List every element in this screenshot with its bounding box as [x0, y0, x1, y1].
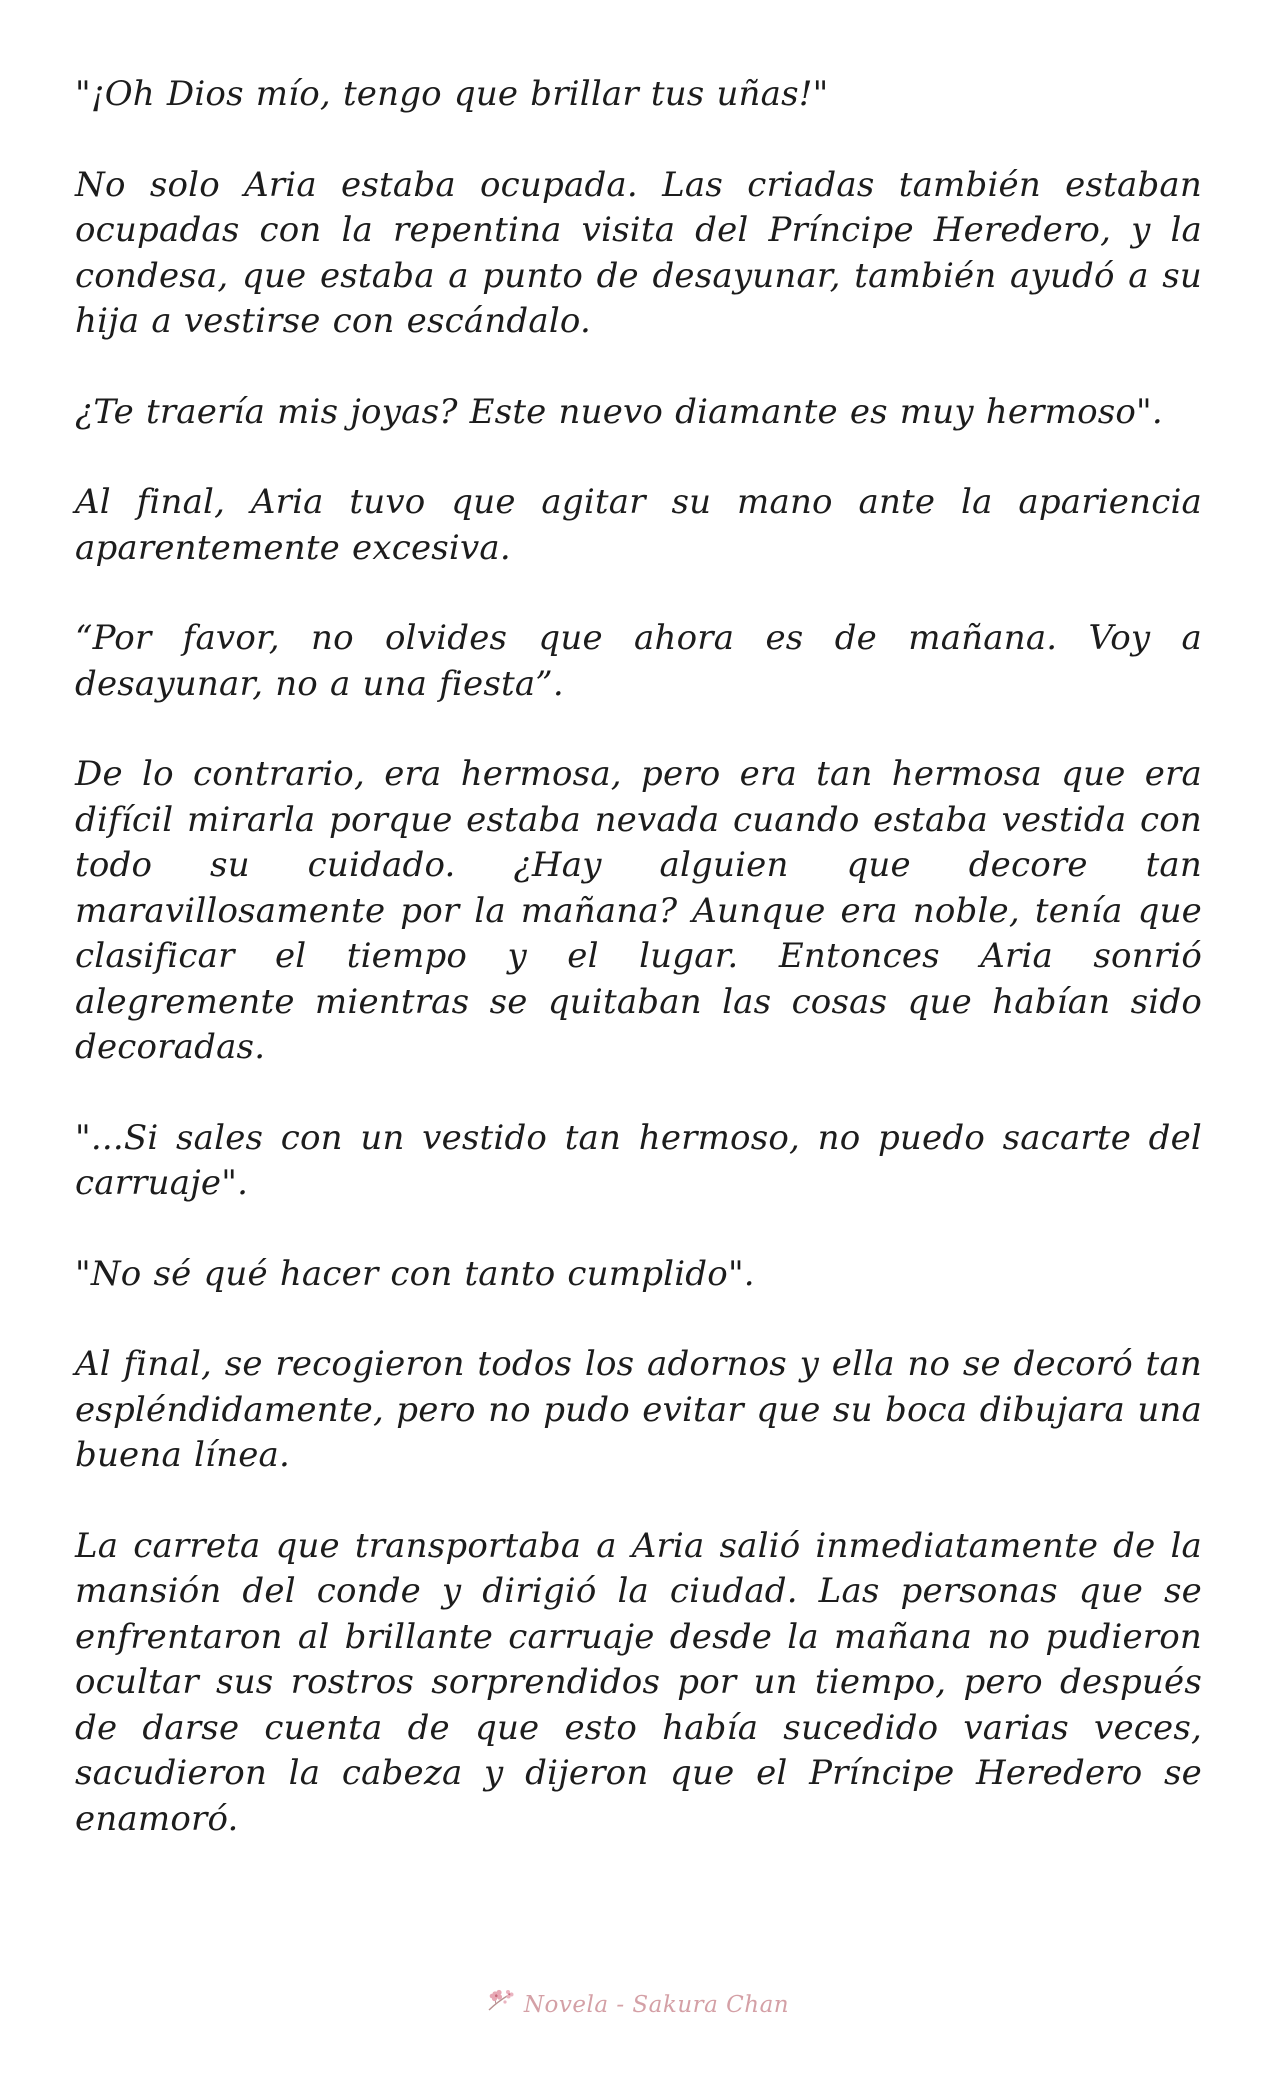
paragraph: Al final, se recogieron todos los adornos y ella no se decoró tan espléndidamente, pero no pudo evitar que su boca dibujara una buena línea.: [75, 1344, 1202, 1475]
paragraph: La carreta que transportaba a Aria salió inmediatamente de la mansión del conde y dirigió la ciudad. Las personas que se enfrentaron al brillante carruaje desde la mañana no pudieron ocultar sus rostros sorprendidos por un tiempo, pero después de darse cuenta de que esto había sucedido varias veces, sacudieron la cabeza y dijeron que el Príncipe Heredero se enamoró.: [75, 1525, 1202, 1839]
paragraph: No solo Aria estaba ocupada. Las criadas también estaban ocupadas con la repentina visita del Príncipe Heredero, y la condesa, que estaba a punto de desayunar, también ayudó a su hija a vestirse con escándalo.: [75, 164, 1202, 341]
paragraph: "...Si sales con un vestido tan hermoso, no puedo sacarte del carruaje".: [75, 1117, 1202, 1203]
paragraph: "No sé qué hacer con tanto cumplido".: [75, 1253, 755, 1294]
paragraph: ¿Te traería mis joyas? Este nuevo diamante es muy hermoso".: [75, 391, 1163, 432]
footer-text: Novela - Sakura Chan: [523, 1992, 790, 2018]
cherry-blossom-icon: [486, 1987, 516, 2019]
document-body: [75, 72, 1202, 1842]
paragraph: Al final, Aria tuvo que agitar su mano ante la apariencia aparentemente excesiva.: [75, 482, 1202, 568]
footer-watermark: [0, 1992, 1275, 2019]
paragraph: De lo contrario, era hermosa, pero era tan hermosa que era difícil mirarla porque estaba nevada cuando estaba vestida con todo su cuidado. ¿Hay alguien que decore tan maravillosamente por la mañana? Aunque era noble, tenía que clasificar el tiempo y el lugar. Entonces Aria sonrió alegremente mientras se quitaban las cosas que habían sido decoradas.: [75, 754, 1202, 1067]
paragraph: "¡Oh Dios mío, tengo que brillar tus uñas!": [75, 74, 829, 114]
paragraph: “Por favor, no olvides que ahora es de mañana. Voy a desayunar, no a una fiesta”.: [75, 618, 1202, 704]
